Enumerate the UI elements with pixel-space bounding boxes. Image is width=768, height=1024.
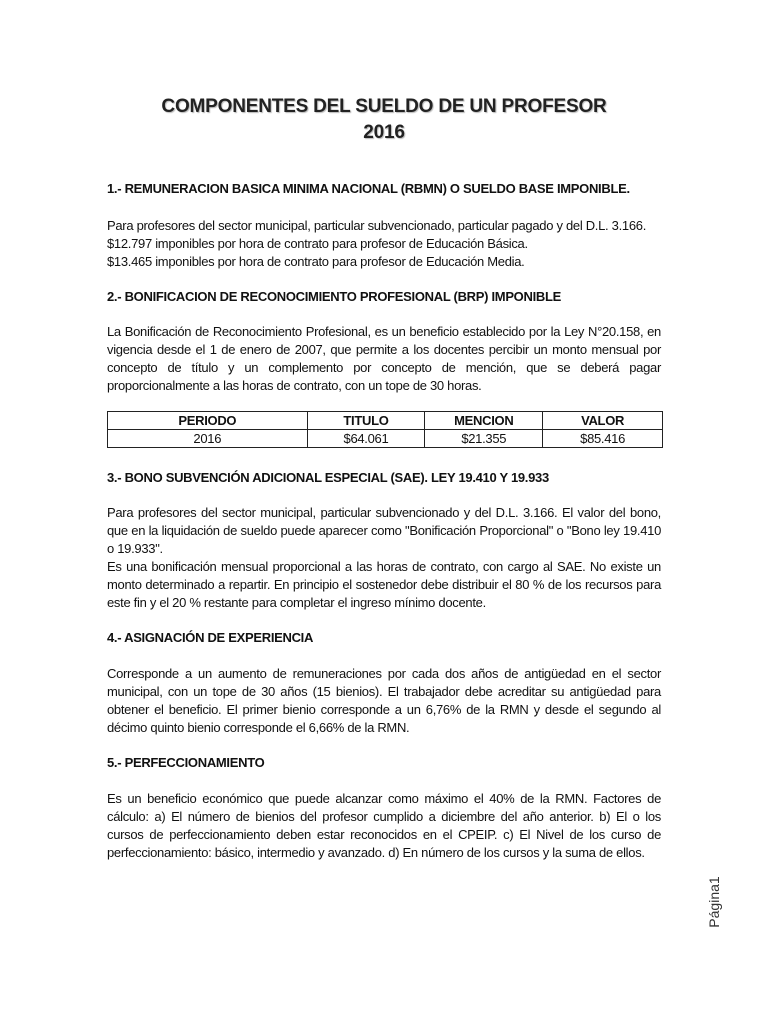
table-header-cell: TITULO xyxy=(307,412,425,430)
section-4-heading: 4.- ASIGNACIÓN DE EXPERIENCIA xyxy=(107,630,314,645)
section-2-line: vigencia desde el 1 de enero de 2007, que permite a los docentes percibir un monto mensual por xyxy=(107,342,661,357)
section-3-line: o 19.933". xyxy=(107,541,163,556)
section-5-heading: 5.- PERFECCIONAMIENTO xyxy=(107,755,265,770)
section-3-line: este fin y el 20 % restante para completar el ingreso mínimo docente. xyxy=(107,595,486,610)
section-1-heading: 1.- REMUNERACION BASICA MINIMA NACIONAL (RBMN) O SUELDO BASE IMPONIBLE. xyxy=(107,181,630,196)
table-cell: $85.416 xyxy=(543,430,663,448)
section-4-body xyxy=(107,665,661,737)
section-5-line: perfeccionamiento: básico, intermedio y avanzado. d) En número de los cursos y la suma de ellos. xyxy=(107,845,645,860)
section-3-body xyxy=(107,504,661,612)
table-header-cell: VALOR xyxy=(543,412,663,430)
table-header-row xyxy=(108,412,663,430)
brp-table xyxy=(107,411,663,448)
section-5-body xyxy=(107,790,661,862)
section-5-line: cálculo: a) El número de bienios del profesor cumplido a diciembre del año anterior. b) El o los xyxy=(107,809,661,824)
section-4-line: décimo quinto bienio corresponde el 6,66% de la RMN. xyxy=(107,720,410,735)
section-4-line: Corresponde a un aumento de remuneraciones por cada dos años de antigüedad en el sector xyxy=(107,666,661,681)
page-number xyxy=(704,872,722,932)
section-5-line: cursos de perfeccionamiento deben estar reconocidos en el CPEIP. c) El Nivel de los curso de xyxy=(107,827,661,842)
table-cell: $21.355 xyxy=(425,430,543,448)
section-3-heading: 3.- BONO SUBVENCIÓN ADICIONAL ESPECIAL (SAE). LEY 19.410 Y 19.933 xyxy=(107,470,549,485)
document-title: COMPONENTES DEL SUELDO DE UN PROFESOR xyxy=(161,96,607,117)
section-4-line: municipal, con un tope de 30 años (15 bienios). El trabajador debe acreditar su antigüedad para xyxy=(107,684,661,699)
section-3-line: que en la liquidación de sueldo puede aparecer como "Bonificación Proporcional" o "Bono ley 19.410 xyxy=(107,523,661,538)
table-header-cell: MENCION xyxy=(425,412,543,430)
table-row xyxy=(108,430,663,448)
section-3-line: Para profesores del sector municipal, particular subvencionado y del D.L. 3.166. El valor del bono, xyxy=(107,505,661,520)
section-1-line: Para profesores del sector municipal, particular subvencionado, particular pagado y del D.L. 3.166. xyxy=(107,218,647,233)
section-2-line: La Bonificación de Reconocimiento Profesional, es un beneficio establecido por la Ley N°20.158, en xyxy=(107,324,661,339)
section-1-line: $12.797 imponibles por hora de contrato para profesor de Educación Básica. xyxy=(107,236,528,251)
section-2-heading: 2.- BONIFICACION DE RECONOCIMIENTO PROFESIONAL (BRP) IMPONIBLE xyxy=(107,289,561,304)
section-2-body xyxy=(107,323,661,395)
section-4-line: obtener el beneficio. El primer bienio corresponde a un 6,76% de la RMN y desde el segundo al xyxy=(107,702,661,717)
section-5-line: Es un beneficio económico que puede alcanzar como máximo el 40% de la RMN. Factores de xyxy=(107,791,661,806)
section-3-line: monto determinado a repartir. En principio el sostenedor debe distribuir el 80 % de los recursos para xyxy=(107,577,661,592)
section-2-line: concepto de título y un complemento por concepto de mención, que se deberá pagar xyxy=(107,360,661,375)
section-1-line: $13.465 imponibles por hora de contrato para profesor de Educación Media. xyxy=(107,254,525,269)
table-cell: $64.061 xyxy=(307,430,425,448)
table-header-cell: PERIODO xyxy=(108,412,308,430)
section-3-line: Es una bonificación mensual proporcional a las horas de contrato, con cargo al SAE. No existe un xyxy=(107,559,661,574)
page-number-label: Página1 xyxy=(706,876,722,928)
table-cell: 2016 xyxy=(108,430,308,448)
document-year: 2016 xyxy=(363,122,405,143)
section-2-line: proporcionalmente a las horas de contrato, con un tope de 30 horas. xyxy=(107,378,482,393)
section-1-body xyxy=(107,217,661,271)
